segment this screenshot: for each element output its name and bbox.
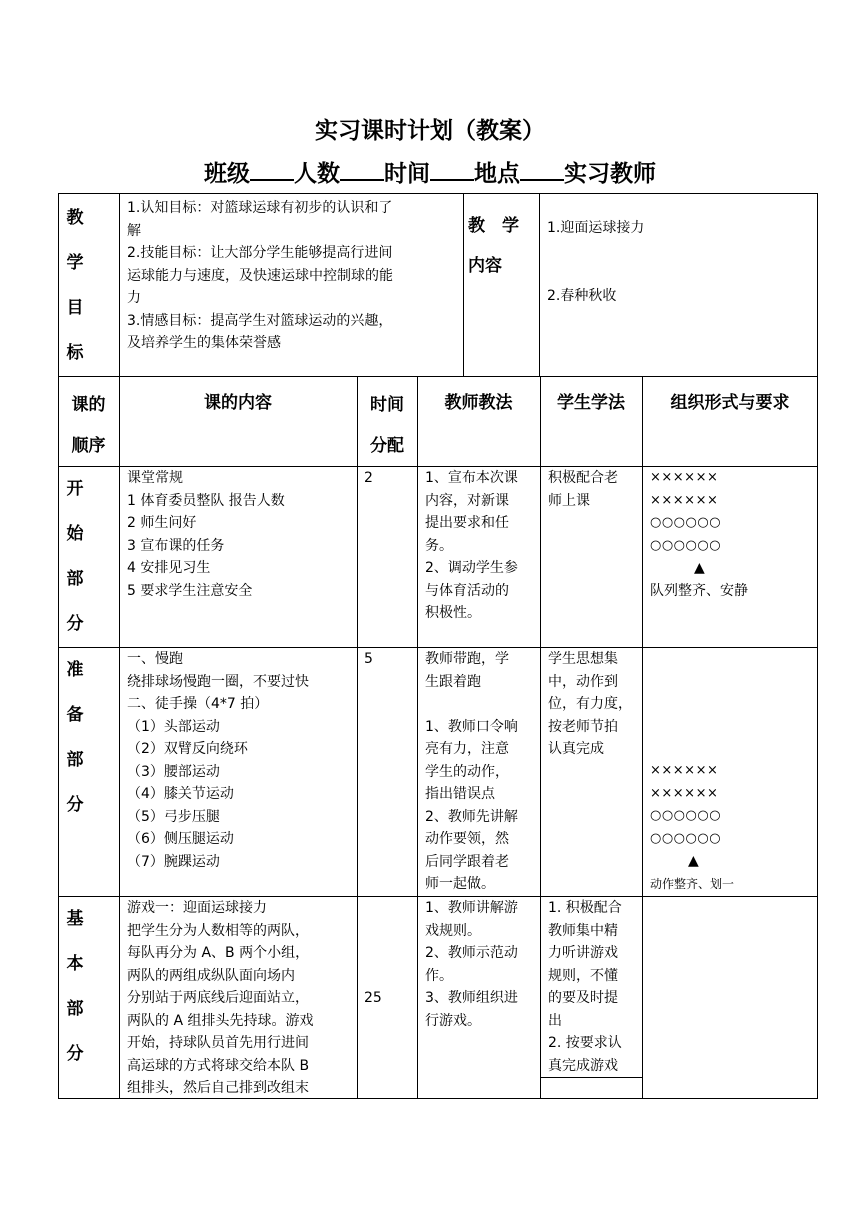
section-main-student: 1. 积极配合 教师集中精 力听讲游戏 规则，不懂 的要及时提 出 2. 按要求认 真完成游戏 — [548, 900, 622, 1074]
section-prep-formation — [650, 760, 734, 895]
section-start-time: 2 — [364, 470, 373, 486]
section-main-time: 25 — [364, 990, 382, 1006]
col-divider — [119, 376, 120, 1099]
col-divider — [119, 193, 120, 376]
section-main-label: 基 本 部 分 — [66, 909, 84, 1064]
content-item-2: 2.春种秋收 — [547, 288, 617, 304]
teacher-triangle-icon: ▲ — [694, 560, 705, 576]
section-prep-student: 学生思想集 中，动作到 位，有力度， 按老师节拍 认真完成 — [548, 651, 632, 757]
header-content: 课的内容 — [204, 393, 272, 413]
col-divider — [540, 376, 541, 1099]
content-item-1: 1.迎面运球接力 — [547, 220, 645, 236]
col-divider — [463, 193, 464, 376]
time-label: 时间 — [384, 161, 430, 187]
teacher-label: 实习教师 — [564, 161, 656, 187]
student-cell-bottom-line — [540, 1077, 642, 1078]
section-prep-teacher: 教师带跑，学 生跟着跑 1、教师口令响 亮有力，注意 学生的动作， 指出错误点 2、教师先讲解 动作要领，然 后同学跟着老 师一起做。 — [425, 651, 518, 892]
formation-note: 队列整齐、安静 — [650, 582, 748, 599]
section-start-teacher: 1、宣布本次课 内容，对新课 提出要求和任 务。 2、调动学生参 与体育活动的 积极性。 — [425, 470, 518, 621]
goals-text: 1.认知目标：对篮球运球有初步的认识和了 解 2.技能目标：让大部分学生能够提高行进间 运球能力与速度，及快速运球中控制球的能 力 3.情感目标：提高学生对篮球运动的兴趣， 及培养学生的集体荣誉感 — [127, 200, 393, 351]
section-start-content: 课堂常规 1 体育委员整队 报告人数 2 师生问好 3 宣布课的任务 4 安排见习生 5 要求学生注意安全 — [127, 470, 285, 599]
col-divider — [417, 376, 418, 1099]
header-teacher: 教师教法 — [444, 393, 513, 413]
section-main-content: 游戏一：迎面运球接力 把学生分为人数相等的两队， 每队再分为 A、B 两个小组， 两队的两组成纵队面向场内 分别站于两底线后迎面站立， 两队的 A 组排头先持球。游戏 开始，持球队员首先用行进间 高运球的方式将球交给本队 B 组排头，然后自己排到改组末 — [127, 900, 314, 1096]
class-label: 班级 — [204, 161, 250, 187]
section-start-student: 积极配合老 师上课 — [548, 470, 618, 509]
col-divider — [357, 376, 358, 1099]
header-order: 课的 顺序 — [71, 395, 106, 456]
time-blank — [430, 160, 474, 181]
content-label: 教 学 内容 — [468, 216, 519, 276]
teacher-triangle-icon: ▲ — [688, 853, 699, 869]
section-start-label: 开 始 部 分 — [66, 479, 84, 634]
goals-label: 教 学 目 标 — [66, 208, 84, 363]
formation-row-x: ×××××× — [650, 470, 719, 485]
formation-row-o: ○○○○○○ — [650, 808, 722, 823]
place-blank — [520, 160, 564, 181]
header-student: 学生学法 — [557, 393, 625, 413]
count-blank — [340, 160, 384, 181]
count-label: 人数 — [294, 161, 340, 187]
col-divider — [642, 376, 643, 1099]
formation-row-o: ○○○○○○ — [650, 537, 722, 553]
header-time: 时间 分配 — [370, 395, 404, 456]
section-prep-content: 一、慢跑 绕排球场慢跑一圈，不要过快 二、徒手操（4*7 拍） （1）头部运动 （2）双臂反向绕环 （3）腰部运动 （4）膝关节运动 （5）弓步压腿 （6）侧压腿运动 （7）腕踝运动 — [127, 651, 309, 870]
page-title: 实习课时计划（教案） — [315, 118, 545, 144]
section-start-formation — [650, 467, 748, 602]
section-prep-label: 准 备 部 分 — [66, 660, 84, 815]
page-subtitle — [0, 155, 860, 188]
formation-row-o: ○○○○○○ — [650, 515, 722, 530]
formation-row-o: ○○○○○○ — [650, 830, 722, 846]
formation-note: 动作整齐、划一 — [650, 876, 735, 891]
col-divider — [539, 193, 540, 376]
class-blank — [250, 160, 294, 181]
header-org: 组织形式与要求 — [670, 393, 790, 413]
formation-row-x: ×××××× — [650, 785, 719, 801]
formation-row-x: ×××××× — [650, 763, 719, 778]
formation-row-x: ×××××× — [650, 492, 719, 508]
place-label: 地点 — [474, 161, 520, 187]
row-divider — [58, 376, 818, 377]
section-main-teacher: 1、教师讲解游 戏规则。 2、教师示范动 作。 3、教师组织进 行游戏。 — [425, 900, 518, 1029]
section-prep-time: 5 — [364, 651, 373, 667]
